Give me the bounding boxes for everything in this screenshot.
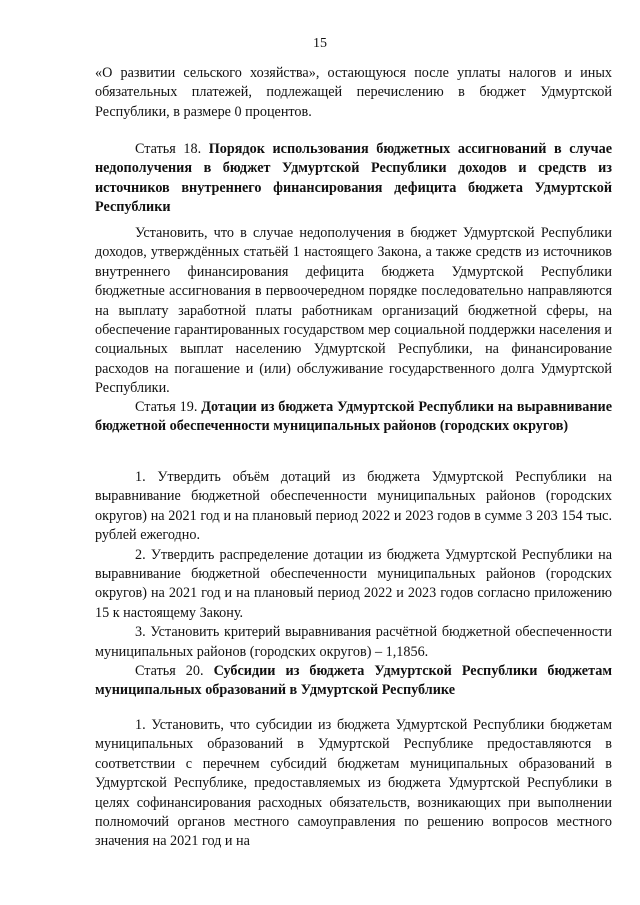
- article-19-body: [95, 468, 612, 662]
- article-20-title: Субсидии из бюджета Удмуртской Республики бюджетам муниципальных образований в Удмуртской Республике: [95, 663, 612, 699]
- page-number: 15: [313, 36, 327, 51]
- article-18-body: [95, 224, 612, 399]
- article-18-heading: [95, 140, 612, 218]
- article-20-body: [95, 716, 612, 852]
- intro-paragraph: «О развитии сельского хозяйства», остающуюся после уплаты налогов и иных обязательных платежей, подлежащей перечислению в бюджет Удмуртской Республики, в размере 0 процентов.: [95, 65, 612, 120]
- article-20-number: Статья 20.: [135, 663, 204, 679]
- intro-paragraph-block: [95, 64, 612, 122]
- article-18-number: Статья 18.: [135, 141, 202, 157]
- article-19-paragraph-2: 2. Утвердить распределение дотации из бюджета Удмуртской Республики на выравнивание бюджетной обеспеченности муниципальных районов (городских округов) на 2021 год и на плановый период 2022 и 2023 годов согласно приложению 15 к настоящему Закону.: [95, 546, 612, 621]
- article-18-paragraph-1: Установить, что в случае недополучения в бюджет Удмуртской Республики доходов, утверждённых статьёй 1 настоящего Закона, а также средств из источников внутреннего финансирования дефицита бюджета Удмуртской Республики бюджетные ассигнования в первоочередном порядке последовательно направляются на выплату заработной платы работникам организаций бюджетной сферы, на обеспечение гарантированных государством мер социальной поддержки населения и социальных выплат населению Удмуртской Республики, на финансирование расходов на погашение и (или) обслуживание государственного долга Удмуртской Республики.: [95, 225, 612, 397]
- article-20-heading: [95, 662, 612, 701]
- article-19-title: Дотации из бюджета Удмуртской Республики на выравнивание бюджетной обеспеченности муниципальных районов (городских округов): [95, 399, 612, 435]
- article-18-title: Порядок использования бюджетных ассигнований в случае недополучения в бюджет Удмуртской Республики доходов и средств из источников внутреннего финансирования дефицита бюджета Удмуртской Республики: [95, 141, 612, 216]
- article-19-heading: [95, 398, 612, 437]
- article-19-paragraph-1: 1. Утвердить объём дотаций из бюджета Удмуртской Республики на выравнивание бюджетной обеспеченности муниципальных районов (городских округов) на 2021 год и на плановый период 2022 и 2023 годов в сумме 3 203 154 тыс. рублей ежегодно.: [95, 469, 612, 544]
- article-19-paragraph-3: 3. Установить критерий выравнивания расчётной бюджетной обеспеченности муниципальных районов (городских округов) – 1,1856.: [95, 624, 612, 660]
- article-19-number: Статья 19.: [135, 399, 198, 415]
- article-20-paragraph-1: 1. Установить, что субсидии из бюджета Удмуртской Республики бюджетам муниципальных образований в Удмуртской Республике предоставляются в соответствии с перечнем субсидий бюджетам муниципальных образований в Удмуртской Республике, предоставляемых из бюджета Удмуртской Республики в целях софинансирования расходных обязательств, возникающих при выполнении полномочий органов местного самоуправления по решению вопросов местного значения на 2021 год и на: [95, 717, 612, 850]
